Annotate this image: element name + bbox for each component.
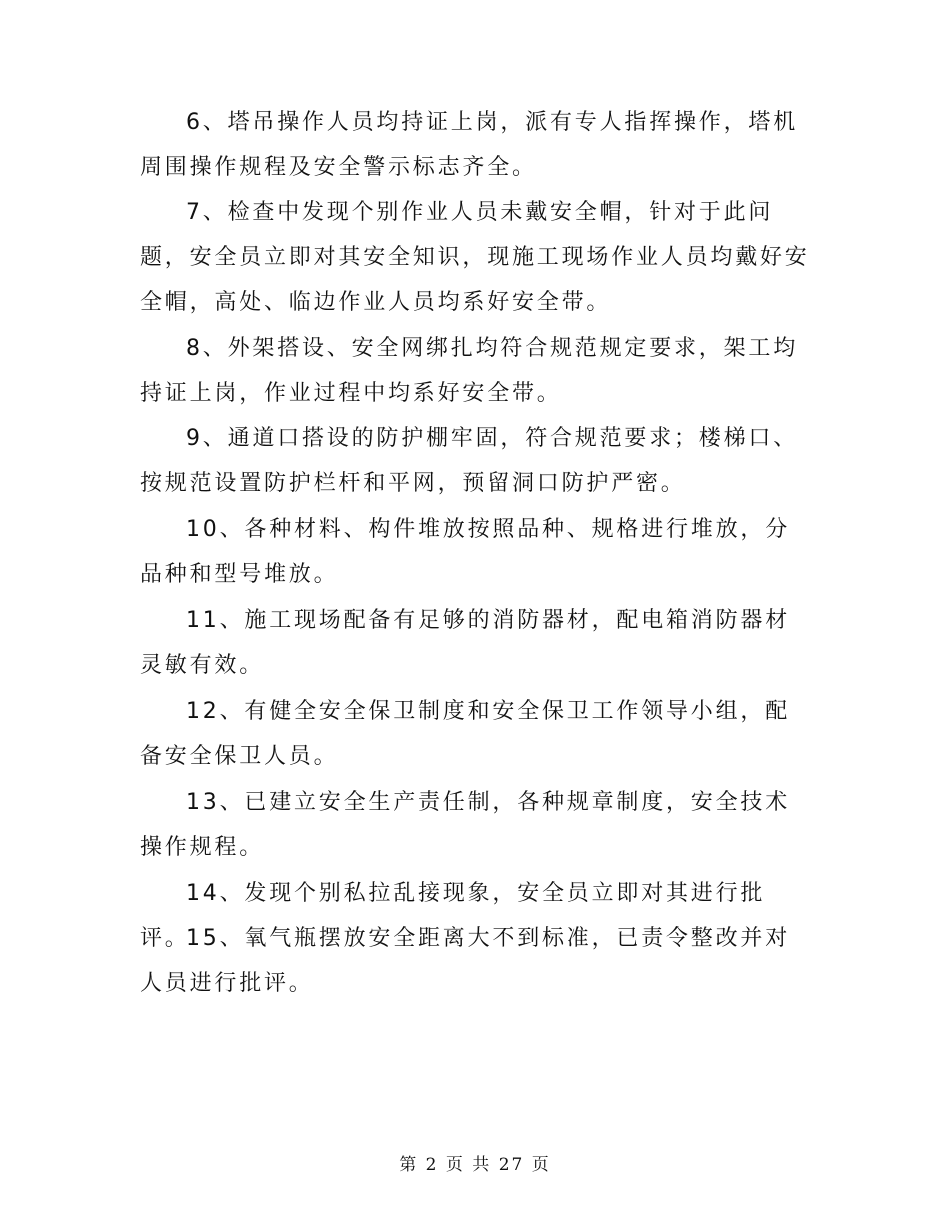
paragraph-item-8: 8、外架搭设、安全网绑扎均符合规范规定要求，架工均持证上岗，作业过程中均系好安全带。 [140, 336, 798, 406]
paragraph-item-13: 13、已建立安全生产责任制，各种规章制度，安全技术操作规程。 [140, 790, 790, 860]
paragraph-item-6: 6、塔吊操作人员均持证上岗，派有专人指挥操作，塔机周围操作规程及安全警示标志齐全。 [140, 110, 798, 180]
paragraph-item-7: 7、检查中发现个别作业人员未戴安全帽，针对于此问题，安全员立即对其安全知识，现施工现场作业人员均戴好安全帽，高处、临边作业人员均系好安全带。 [140, 200, 810, 315]
page-number-footer: 第 2 页 共 27 页 [399, 1155, 551, 1175]
paragraph-item-11: 11、施工现场配备有足够的消防器材，配电箱消防器材灵敏有效。 [140, 608, 790, 678]
paragraph-item-9: 9、通道口搭设的防护棚牢固，符合规范要求；楼梯口、按规范设置防护栏杆和平网，预留洞口防护严密。 [140, 426, 798, 496]
paragraph-item-12: 12、有健全安全保卫制度和安全保卫工作领导小组，配备安全保卫人员。 [140, 699, 790, 769]
paragraph-item-10: 10、各种材料、构件堆放按照品种、规格进行堆放，分品种和型号堆放。 [140, 517, 790, 587]
paragraph-item-14: 14、发现个别私拉乱接现象，安全员立即对其进行批评。 [140, 881, 766, 951]
paragraph-item-15: 15、氧气瓶摆放安全距离大不到标准，已责令整改并对人员进行批评。 [140, 926, 790, 996]
